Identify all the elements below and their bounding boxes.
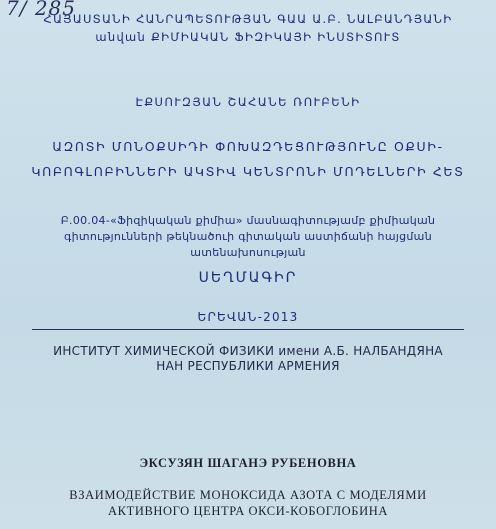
armenian-specialty-line-2: գիտությունների թեկնածուի գիտական աստիճանի հայցման <box>64 230 432 243</box>
russian-institute-line-1: ИНСТИТУТ ХИМИЧЕСКОЙ ФИЗИКИ имени А.Б. НАЛБАНДЯНА <box>53 344 443 358</box>
armenian-author: ԷՔՍՈՒԶՅԱՆ ՇԱՀԱՆԵ ՌՈՒԲԵՆԻ <box>135 95 361 109</box>
armenian-title-line-2: ԿՈԲՈԳԼՈԲԻՆՆԵՐԻ ԱԿՏԻՎ ԿԵՆՏՐՈՆԻ ՄՈԴԵԼՆԵՐԻ ՀԵՏ <box>31 164 465 179</box>
handwritten-number: 7/ 285 <box>6 0 76 20</box>
armenian-specialty-line-3: ատենախոսության <box>190 246 306 259</box>
russian-title-line-1: ВЗАИМОДЕЙСТВИЕ МОНОКСИДА АЗОТА С МОДЕЛЯМИ <box>69 488 427 502</box>
armenian-specialty-line-1: Բ.00.04-«Ֆիզիկական քիմիա» մասնագիտությամբ քիմիական <box>60 214 436 227</box>
russian-author: ЭКСУЗЯН ШАГАНЭ РУБЕНОВНА <box>139 456 357 470</box>
horizontal-rule <box>32 329 464 330</box>
russian-title-line-2: АКТИВНОГО ЦЕНТРА ОКСИ-КОБОГЛОБИНА <box>108 504 388 518</box>
armenian-institute-line-2: անվան ՔԻՄԻԱԿԱՆ ՖԻԶԻԿԱՅԻ ԻՆՍՏԻՏՈՒՏ <box>95 30 401 44</box>
russian-institute-line-2: НАН РЕСПУБЛИКИ АРМЕНИЯ <box>156 359 340 373</box>
armenian-city-year: ԵՐԵՎԱՆ-2013 <box>197 310 299 324</box>
armenian-title-line-1: ԱԶՈՏԻ ՄՈՆՕՔՍԻԴԻ ՓՈԽԱԶԴԵՑՈՒԹՅՈՒՆԸ ՕՔՍԻ- <box>52 139 444 154</box>
armenian-genre: ՍԵՂՄԱԳԻՐ <box>198 270 298 286</box>
armenian-institute-line-1: ՀԱՅԱՍՏԱՆԻ ՀԱՆՐԱՊԵՏՈՒԹՅԱՆ ԳԱԱ Ա.Բ. ՆԱԼԲԱՆԴՅԱՆԻ <box>43 12 453 26</box>
